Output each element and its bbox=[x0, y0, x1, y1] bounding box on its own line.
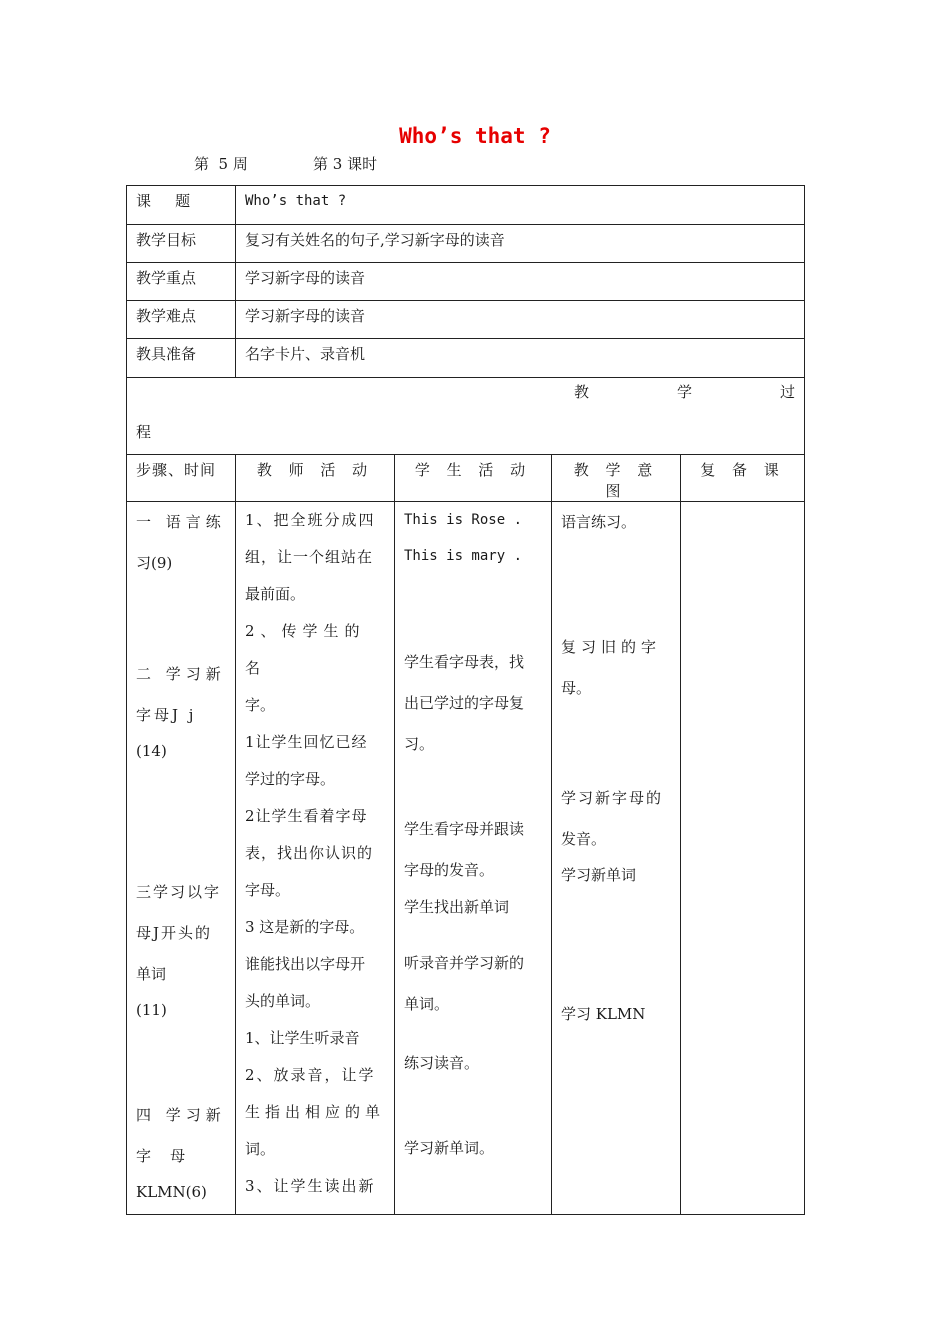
key-point-label: 教学重点 bbox=[136, 269, 197, 287]
teacher-line: 2、放录音，让学 bbox=[245, 1066, 376, 1084]
step-2-line-2: 字母J j bbox=[136, 706, 197, 724]
step-3-line-4: (11) bbox=[136, 1001, 167, 1019]
content-row bbox=[127, 502, 805, 1215]
tools-value: 名字卡片、录音机 bbox=[245, 345, 366, 363]
student-line: 字母的发音。 bbox=[404, 861, 495, 879]
student-line: 学习新单词。 bbox=[404, 1139, 495, 1157]
intent-line: 学习新字母的 bbox=[561, 789, 664, 807]
topic-label: 课 题 bbox=[136, 192, 192, 210]
review-cell bbox=[681, 502, 805, 1215]
teacher-line: 3 这是新的字母。 bbox=[245, 918, 365, 936]
teacher-line: 学过的字母。 bbox=[245, 770, 336, 788]
key-point-value: 学习新字母的读音 bbox=[245, 269, 366, 287]
header-steps: 步骤、时间 bbox=[136, 461, 217, 479]
tools-label: 教具准备 bbox=[136, 345, 197, 363]
header-student: 学 生 活 动 bbox=[414, 461, 532, 479]
topic-row bbox=[127, 186, 805, 225]
step-3-line-3: 单词 bbox=[136, 965, 167, 983]
key-point-row bbox=[127, 263, 805, 301]
process-char-1: 教 bbox=[573, 383, 589, 401]
student-line: 学生看字母并跟读 bbox=[404, 820, 525, 838]
teacher-line: 组，让一个组站在 bbox=[245, 548, 374, 566]
intent-line: 复习旧的字 bbox=[561, 638, 662, 656]
teacher-line: 生指出相应的单 bbox=[245, 1103, 386, 1121]
tools-row bbox=[127, 339, 805, 378]
teacher-line: 1、让学生听录音 bbox=[245, 1029, 360, 1047]
teacher-line: 头的单词。 bbox=[245, 992, 321, 1010]
teacher-line: 1、把全班分成四 bbox=[245, 511, 376, 529]
header-intent: 教 学 意 图 bbox=[573, 461, 659, 500]
step-1-line-1: 一 语言练 bbox=[136, 513, 226, 531]
student-line: 学生看字母表，找 bbox=[404, 653, 525, 671]
process-char-4: 程 bbox=[136, 423, 152, 441]
student-line: 习。 bbox=[404, 735, 435, 753]
teacher-line: 最前面。 bbox=[245, 585, 306, 603]
difficulty-label: 教学难点 bbox=[136, 307, 197, 325]
step-2-line-3: (14) bbox=[136, 742, 167, 760]
teacher-line: 字母。 bbox=[245, 881, 291, 899]
teaching-process-row bbox=[127, 378, 805, 455]
student-line: 练习读音。 bbox=[404, 1054, 480, 1072]
difficulty-row bbox=[127, 301, 805, 339]
document-title: Who’s that ? bbox=[399, 124, 551, 148]
teacher-line: 词。 bbox=[245, 1140, 276, 1158]
step-4-line-3: KLMN(6) bbox=[136, 1183, 207, 1201]
process-char-2: 学 bbox=[677, 383, 693, 401]
student-line: 出已学过的字母复 bbox=[404, 694, 525, 712]
difficulty-value: 学习新字母的读音 bbox=[245, 307, 366, 325]
student-line: 学生找出新单词 bbox=[404, 898, 510, 916]
student-line: This is mary . bbox=[404, 548, 523, 564]
lesson-plan-table bbox=[126, 185, 805, 1215]
student-line: 单词。 bbox=[404, 995, 450, 1013]
header-teacher: 教 师 活 动 bbox=[256, 461, 374, 479]
student-line: 听录音并学习新的 bbox=[404, 954, 525, 972]
teacher-line: 3、让学生读出新 bbox=[245, 1177, 376, 1195]
goal-row bbox=[127, 225, 805, 263]
goal-value: 复习有关姓名的句子,学习新字母的读音 bbox=[245, 231, 505, 249]
column-header-row bbox=[127, 455, 805, 502]
teacher-line: 表，找出你认识的 bbox=[245, 844, 374, 862]
step-3-line-1: 三学习以字 bbox=[136, 883, 222, 901]
goal-label: 教学目标 bbox=[136, 231, 197, 249]
teacher-line: 1让学生回忆已经 bbox=[245, 733, 368, 751]
week-label: 第 5 周 bbox=[194, 155, 248, 173]
intent-line: 语言练习。 bbox=[561, 513, 637, 531]
intent-line: 母。 bbox=[561, 679, 592, 697]
teacher-line: 字。 bbox=[245, 696, 276, 714]
lesson-label: 第 3 课时 bbox=[313, 155, 378, 173]
intent-line: 学习新单词 bbox=[561, 866, 637, 884]
header-review: 复 备 课 bbox=[700, 461, 785, 479]
process-char-3: 过 bbox=[780, 383, 796, 401]
teacher-line: 2、传学生的名 bbox=[245, 622, 366, 677]
step-2-line-1: 二 学习新 bbox=[136, 665, 226, 683]
step-3-line-2: 母J开头的 bbox=[136, 924, 213, 942]
teacher-line: 谁能找出以字母开 bbox=[245, 955, 366, 973]
step-4-line-2: 字 母 bbox=[136, 1147, 186, 1165]
intent-line: 学习 KLMN bbox=[561, 1005, 646, 1023]
student-line: This is Rose . bbox=[404, 512, 523, 528]
teacher-line: 2让学生看着字母 bbox=[245, 807, 368, 825]
step-1-line-2: 习(9) bbox=[136, 554, 173, 572]
topic-value: Who’s that ? bbox=[245, 193, 347, 209]
step-4-line-1: 四 学习新 bbox=[136, 1106, 226, 1124]
intent-line: 发音。 bbox=[561, 830, 607, 848]
